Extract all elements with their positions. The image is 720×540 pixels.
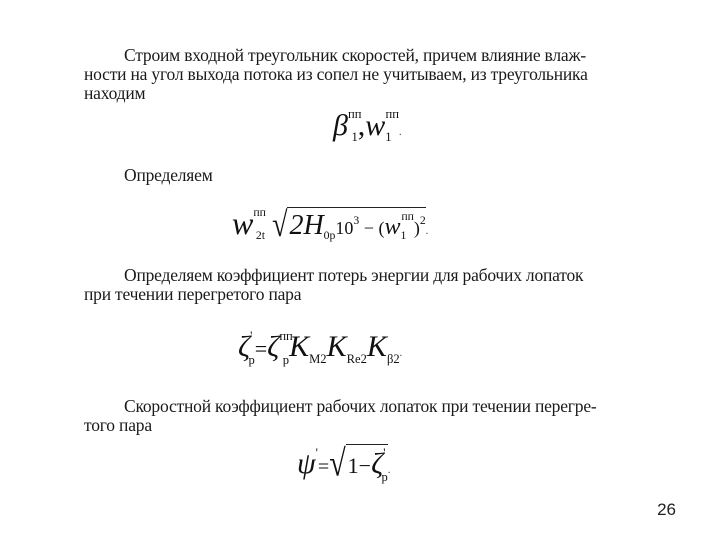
paragraph-line: при течении перегретого пара [84, 284, 302, 304]
formula-operator: = [254, 336, 268, 361]
formula-tail: . [399, 348, 403, 359]
formula-symbol: ψ [297, 447, 316, 480]
paragraph-determine [84, 166, 624, 185]
paragraph-input-triangle [84, 46, 624, 103]
formula-subscript: M2 [309, 352, 327, 366]
formula-paren: ) [413, 218, 420, 238]
formula-symbol: ζ [371, 447, 384, 480]
formula-superscript: пп [279, 329, 293, 343]
formula-superscript: пп [253, 206, 266, 219]
paragraph-line: находим [84, 83, 146, 103]
formula-psi [297, 442, 391, 484]
formula-subscript: р [381, 470, 388, 484]
formula-symbol: K [366, 330, 387, 363]
formula-beta-w1 [333, 109, 402, 143]
formula-superscript: ' [383, 446, 386, 460]
formula-subscript: 2t [255, 229, 266, 242]
paragraph-line: Строим входной треугольник скоростей, причем влияние влаж- [124, 45, 587, 65]
formula-superscript: пп [385, 107, 400, 121]
paragraph-loss-coefficient [84, 266, 624, 304]
square-root [272, 206, 426, 245]
page-number: 26 [657, 500, 676, 519]
formula-symbol: ζ [267, 330, 280, 363]
paragraph-line: Определяем коэффициент потерь энергии для рабочих лопаток [124, 265, 584, 285]
formula-subscript: 1 [400, 229, 407, 242]
formula-symbol: β [333, 109, 348, 142]
formula-symbol: w [365, 109, 386, 142]
square-root [329, 442, 388, 484]
paragraph-line: Определяем [124, 165, 213, 185]
formula-number: 10 [335, 218, 354, 238]
formula-operator: = [317, 456, 330, 478]
formula-subscript: р [282, 353, 290, 367]
formula-superscript: 2 [419, 214, 426, 227]
formula-tail: . [387, 465, 391, 476]
formula-superscript: пп [347, 107, 362, 121]
formula-zeta [238, 329, 403, 367]
formula-symbol: 2H [289, 210, 324, 241]
radical-sign: √ [272, 206, 288, 245]
formula-subscript: Re2 [346, 352, 367, 366]
formula-subscript: β2 [386, 352, 400, 366]
paragraph-line: того пара [84, 415, 152, 435]
formula-tail: . [425, 226, 429, 237]
formula-symbol: ζ [238, 330, 251, 363]
formula-operator: − ( [359, 218, 385, 238]
formula-symbol: w [232, 205, 254, 241]
formula-subscript: 1 [351, 130, 358, 144]
formula-tail: . [399, 127, 402, 138]
formula-superscript: 3 [353, 214, 360, 227]
formula-symbol: w [384, 214, 401, 240]
paragraph-velocity-coefficient [84, 397, 624, 435]
radical-sign: √ [329, 442, 346, 484]
formula-subscript: 0p [323, 229, 336, 242]
formula-superscript: пп [401, 210, 414, 223]
formula-subscript: 1 [385, 130, 392, 144]
paragraph-line: Скоростной коэффициент рабочих лопаток при течении перегре- [124, 396, 597, 416]
radicand [287, 207, 425, 242]
formula-separator: , [357, 109, 366, 142]
radicand [346, 444, 388, 484]
formula-number: 1− [347, 453, 372, 478]
formula-superscript: ' [315, 446, 318, 460]
formula-superscript: ' [250, 329, 253, 343]
formula-symbol: K [289, 330, 310, 363]
formula-w2t [232, 205, 429, 245]
paragraph-line: ности на угол выхода потока из сопел не учитываем, из треугольника [84, 64, 588, 84]
formula-subscript: р [248, 353, 255, 367]
formula-symbol: K [326, 330, 347, 363]
